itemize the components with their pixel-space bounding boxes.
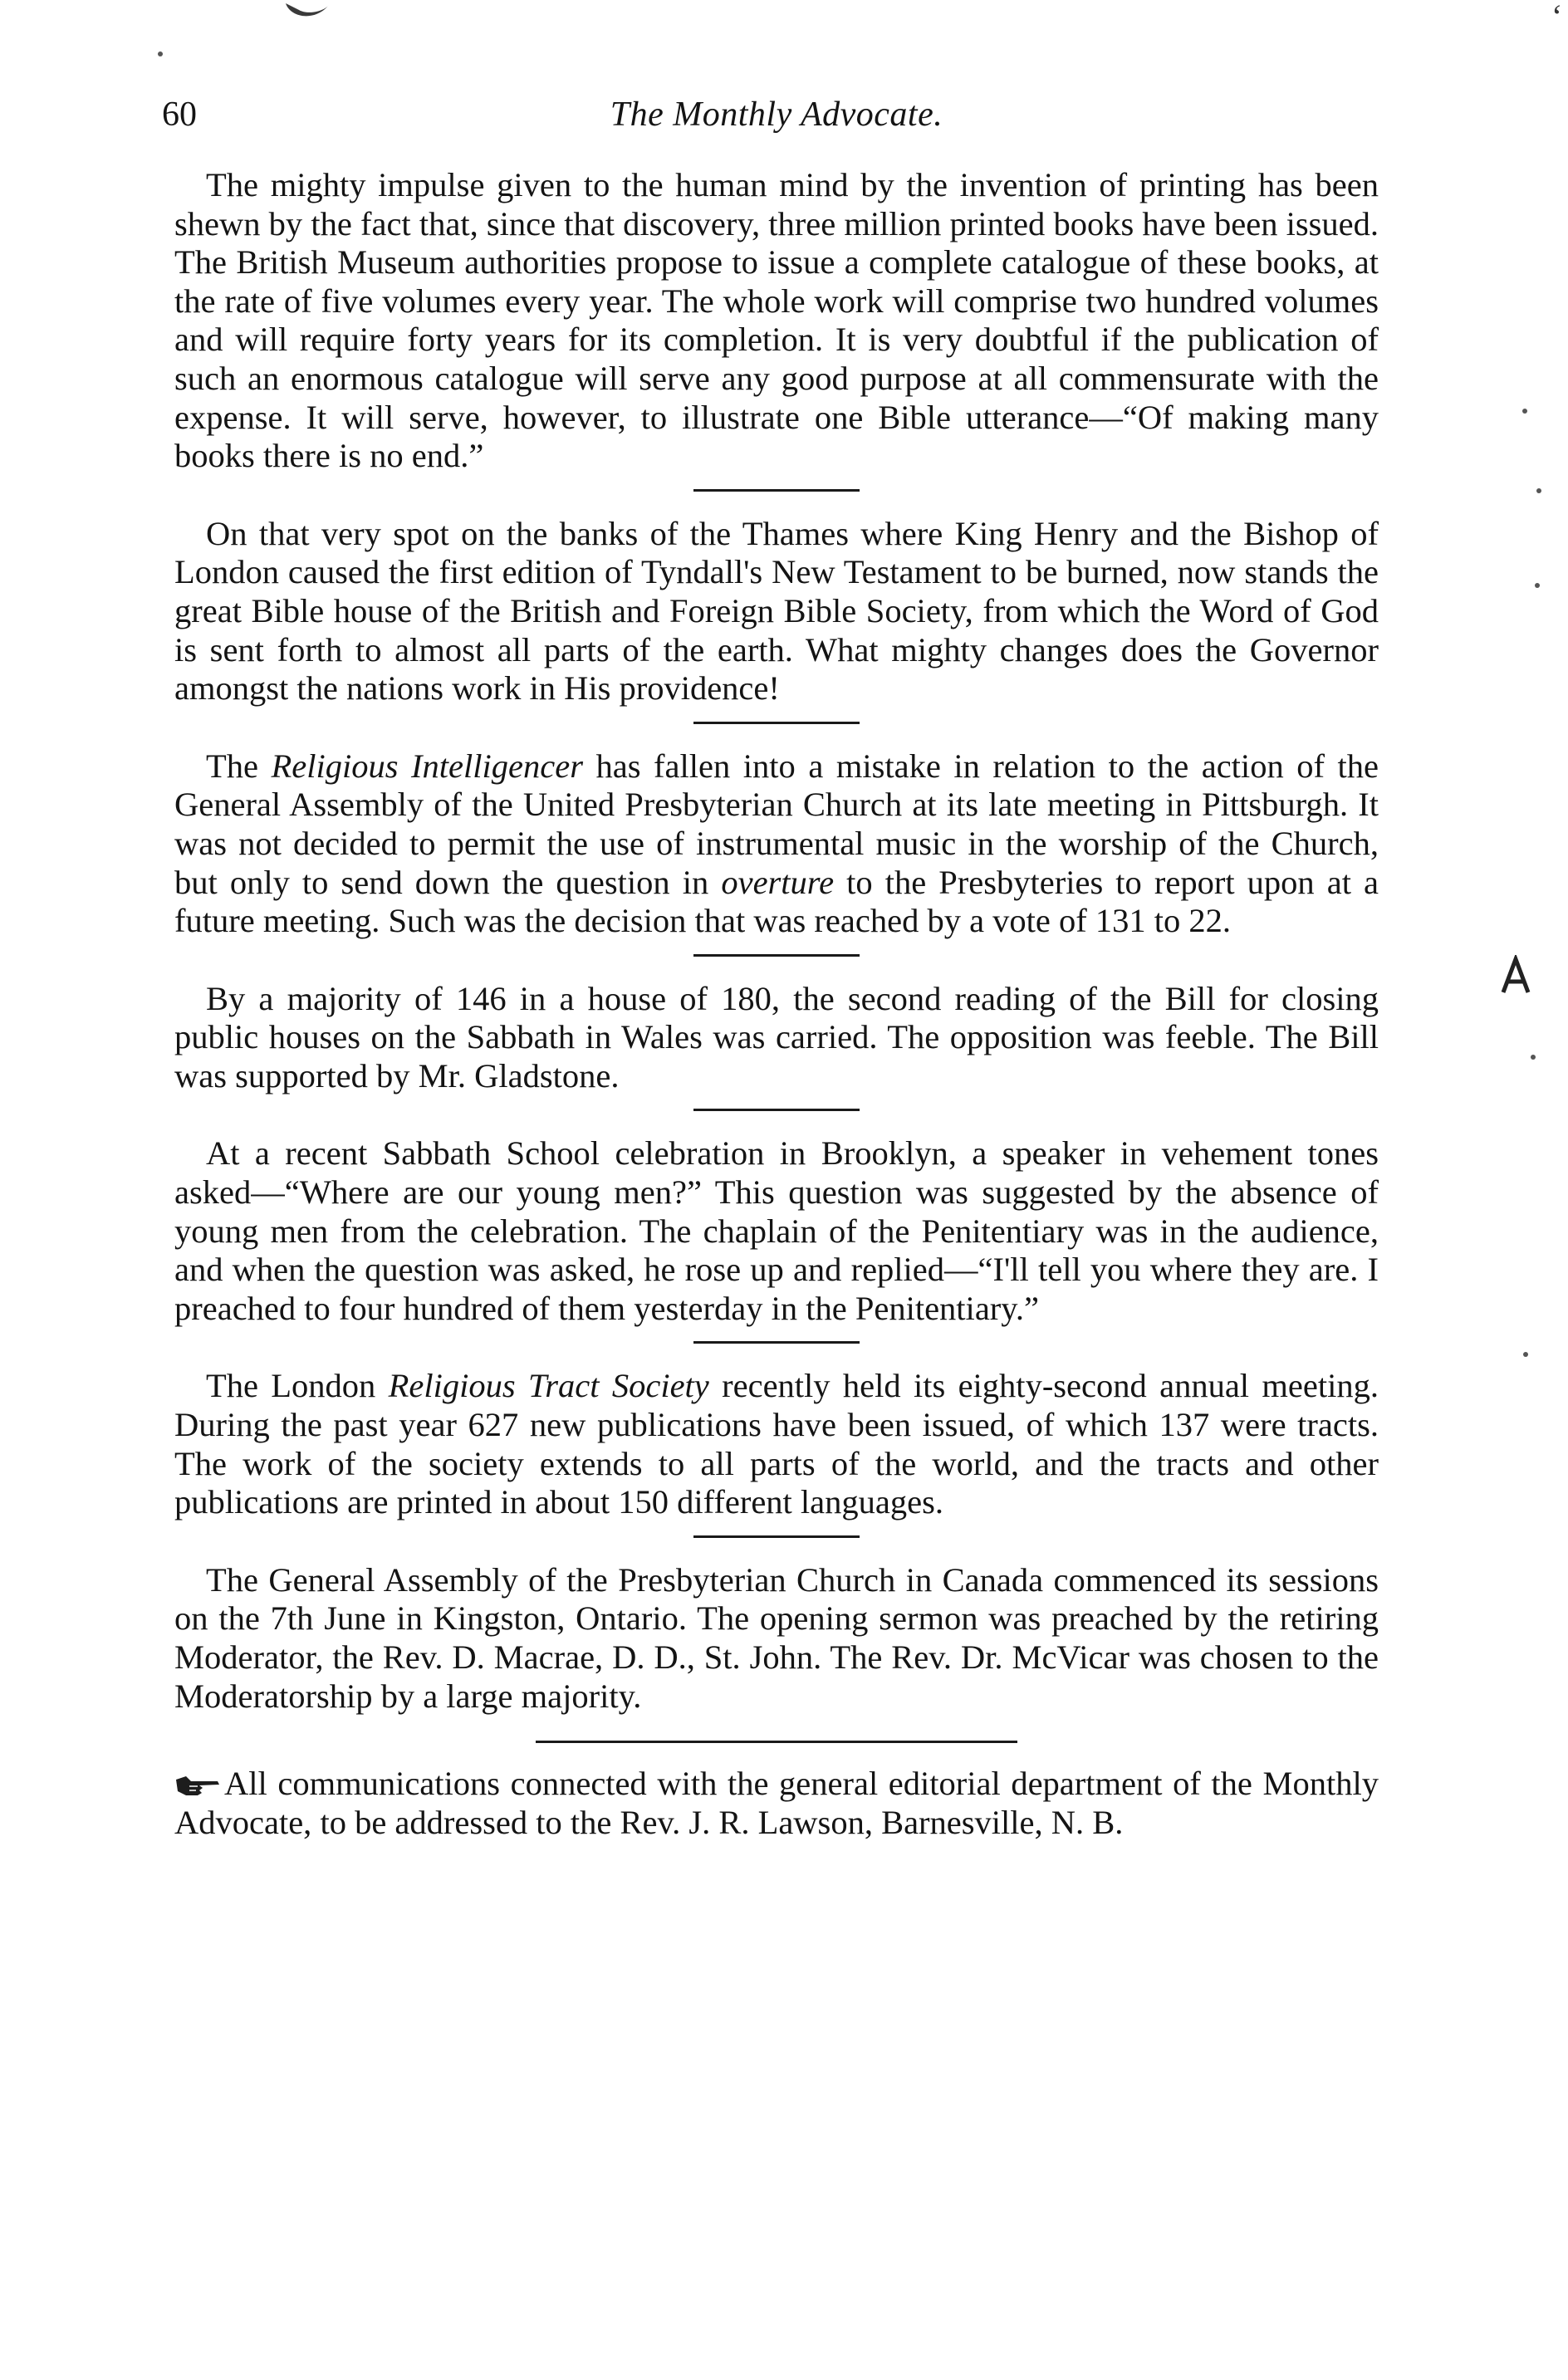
separator-rule-long [536,1741,1017,1743]
margin-caret-mark [1499,955,1532,997]
text-run: recently held its eighty-second annual meeting. During the past year 627 new publications have been issued, of which 137 were tracts. The work of the society extends to all parts of the world, and the tracts and other publications are printed in about 150 different languages. [174,1367,1379,1521]
page-number: 60 [162,95,197,134]
pointing-hand-icon [174,1773,221,1798]
separator-rule [693,489,860,492]
separator-rule [693,1109,860,1111]
text-run: The [206,747,272,785]
paragraph-brooklyn: At a recent Sabbath School celebration in Brooklyn, a speaker in vehement tones asked—“Where are our young men?” This question was suggested by the absence of young men from the celebration. The chaplain of the Penitentiary was in the audience, and when the question was asked, he rose up and replied—“I'll tell you where they are. I preached to four hundred of them yesterday in the Penitentiary.” [174,1134,1379,1327]
text-run: All communications connected with the general editorial department of the [224,1765,1263,1803]
separator-rule [693,954,860,957]
publication-title: Religious Intelligencer [271,747,583,785]
text-run: to the Presbyteries to report upon at a future meeting. Such was the decision that was reached by a vote of 131 to 22. [174,863,1379,940]
paragraph-wales-bill: By a majority of 146 in a house of 180, the second reading of the Bill for closing public houses on the Sabbath in Wales was carried. The opposition was feeble. The Bill was supported by Mr. Gladstone. [174,979,1379,1095]
paragraph-printing: The mighty impulse given to the human mind by the invention of printing has been shewn by the fact that, since that discovery, three million printed books have been issued. The British Museum authorities propose to issue a complete catalogue of these books, at the rate of five volumes every year. The whole work will comprise two hundred volumes and will require forty years for its completion. It is very doubtful if the publication of such an enormous catalogue will serve any good purpose at all commensurate with the expense. It will serve, however, to illustrate one Bible utterance—“Of making many books there is no end.” [174,166,1379,475]
running-title: The Monthly Advocate. [610,95,943,134]
text-run: to be addressed to the Rev. J. R. Lawson, Barnesville, N. B. [311,1803,1124,1841]
edge-mark: ‘ [1551,0,1563,35]
paragraph-general-assembly: The General Assembly of the Presbyterian Church in Canada commenced its sessions on the 7th June in Kingston, Ontario. The opening sermon was preached by the retiring Moderator, the Rev. D. Macrae, D. D., St. John. The Rev. Dr. McVicar was chosen to the Moderatorship by a large majority. [174,1560,1379,1715]
text-run: The London [206,1367,389,1405]
speck-mark [158,51,163,56]
speck-mark [1523,1352,1528,1357]
speck-mark [1531,1055,1536,1060]
page-header [162,90,1391,140]
speck-mark [1522,409,1527,414]
paragraph-tyndall: On that very spot on the banks of the Thames where King Henry and the Bishop of London caused the first edition of Tyndall's New Testament to be burned, now stands the great Bible house of the British and Foreign Bible Society, from which the Word of God is sent forth to almost all parts of the earth. What mighty changes does the Governor amongst the nations work in His providence! [174,514,1379,708]
italic-term: overture [721,863,835,901]
editorial-notice [174,1765,1379,1842]
publication-title: Monthly Advocate, [174,1765,1379,1841]
text-run: has fallen into a mistake in relation to the action of the General Assembly of the United Presbyterian Church at its late meeting in Pittsburgh. It was not decided to permit the use of instrumental music in the worship of the Church, but only to send down the question in [174,747,1379,901]
speck-mark [1536,488,1541,493]
ink-blot-mark [282,0,332,22]
separator-rule [693,1535,860,1538]
paragraph-tract-society [174,1367,1379,1521]
paragraph-intelligencer [174,747,1379,941]
separator-rule [693,1341,860,1344]
separator-rule [693,722,860,724]
society-name: Religious Tract Society [388,1367,709,1405]
speck-mark [1535,583,1540,588]
article-body [174,166,1379,1842]
